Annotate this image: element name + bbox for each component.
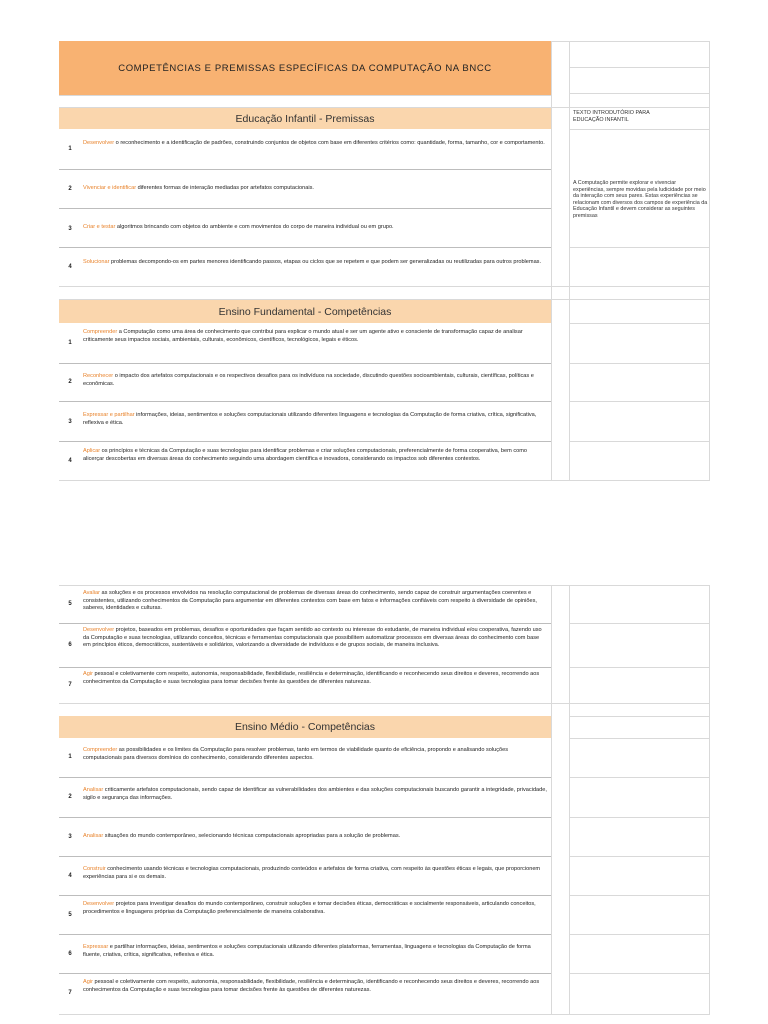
section-header-ensino-fundamental: Ensino Fundamental - Competências — [59, 300, 551, 323]
table-row — [59, 974, 551, 1015]
row-text — [83, 979, 548, 994]
row-number: 2 — [68, 379, 72, 385]
row-body: algoritmos brincando com objetos do ambiente e com movimentos do corpo de maneira individual ou em grupo. — [115, 224, 394, 230]
row-body: problemas decompondo-os em partes menores identificando passos, etapas ou ciclos que se repetem e que podem ser generalizadas ou reutilizadas para outros problemas. — [109, 259, 542, 265]
row-verb: Agir — [83, 979, 93, 985]
row-number: 3 — [68, 226, 72, 232]
row-text — [83, 185, 548, 193]
row-text — [83, 259, 548, 267]
row-text — [83, 329, 548, 344]
row-text — [83, 866, 548, 881]
table-row — [59, 442, 551, 481]
table-row — [59, 324, 551, 364]
row-number: 2 — [68, 186, 72, 192]
row-body: conhecimento usando técnicas e tecnologias computacionais, produzindo conteúdos e artefatos de forma criativa, com respeito às questões éticas e legais, que proporcionem experiências para si e os demais. — [83, 866, 541, 880]
row-text — [83, 224, 548, 232]
row-number: 3 — [68, 834, 72, 840]
row-verb: Avaliar — [83, 590, 100, 596]
row-body: as possibilidades e os limites da Computação para resolver problemas, tanto em termos de viabilidade quanto de eficiência, propondo e analisando soluções computacionais para diversos domínios do conhecimento, considerando diferentes aspectos. — [83, 747, 509, 761]
row-number: 2 — [68, 794, 72, 800]
sheet-page-2 — [59, 585, 710, 1015]
row-number: 1 — [68, 146, 72, 152]
table-row — [59, 857, 551, 896]
document-title: COMPETÊNCIAS E PREMISSAS ESPECÍFICAS DA COMPUTAÇÃO NA BNCC — [59, 41, 551, 95]
row-body: o impacto dos artefatos computacionais e os respectivos desafios para os indivíduos na sociedade, discutindo questões socioambientais, culturais, científicas, políticas e econômicas. — [83, 373, 534, 387]
row-verb: Aplicar — [83, 448, 101, 454]
section-header-ensino-medio: Ensino Médio - Competências — [59, 716, 551, 738]
row-verb: Compreender — [83, 747, 118, 753]
row-body: informações, ideias, sentimentos e soluções computacionais utilizando diferentes linguagens e tecnologias da Computação de forma criativa, crítica, significativa, reflexiva e ética. — [83, 412, 537, 426]
row-body: a Computação como uma área de conhecimento que contribui para explicar o mundo atual e ser um agente ativo e consciente de transformação capaz de analisar criticamente seus impactos sociais, ambientais, culturais, econômicos, científicos, tecnológicos, legais e éticos. — [83, 329, 523, 343]
row-number: 3 — [68, 419, 72, 425]
table-row — [59, 170, 551, 209]
row-number: 6 — [68, 951, 72, 957]
row-verb: Reconhecer — [83, 373, 114, 379]
row-text — [83, 412, 548, 427]
row-text — [83, 901, 548, 916]
row-body: diferentes formas de interação mediadas por artefatos computacionais. — [136, 185, 314, 191]
table-row — [59, 586, 551, 624]
row-verb: Desenvolver — [83, 901, 115, 907]
row-number: 1 — [68, 754, 72, 760]
row-text — [83, 747, 548, 762]
row-body: situações do mundo contemporâneo, selecionando técnicas computacionais apropriadas para a solução de problemas. — [103, 833, 401, 839]
row-verb: Expressar e partilhar — [83, 412, 135, 418]
row-body: as soluções e os processos envolvidos na resolução computacional de problemas de diversas áreas do conhecimento, sendo capaz de construir argumentações coerentes e consistentes, utilizando conhecimentos da Computação para argumentar em diferentes contextos com base em fatos e informações confiáveis com respeito à diversidade de opiniões, saberes, identidades e culturas. — [83, 590, 537, 612]
row-body: criticamente artefatos computacionais, sendo capaz de identificar as vulnerabilidades dos ambientes e das soluções computacionais buscando garantir a integridade, privacidade, sigilo e segurança das informações. — [83, 787, 547, 801]
row-number: 6 — [68, 642, 72, 648]
row-text — [83, 140, 548, 148]
row-body: os princípios e técnicas da Computação e suas tecnologias para identificar problemas e criar soluções computacionais, preferencialmente de forma cooperativa, bem como alicerçar descobertas em diversas áreas do conhecimento seguindo uma abordagem científica e inovadora, considerando os impactos sob diferentes contextos. — [83, 448, 528, 462]
table-row — [59, 209, 551, 248]
row-number: 5 — [68, 601, 72, 607]
row-verb: Solucionar — [83, 259, 110, 265]
row-text — [83, 627, 548, 650]
table-row — [59, 935, 551, 974]
row-body: projetos para investigar desafios do mundo contemporâneo, construir soluções e tomar decisões éticas, democráticas e socialmente responsáveis, articulando conceitos, procedimentos e linguagens próprias da Computação preferencialmente de maneira colaborativa. — [83, 901, 536, 915]
row-number: 4 — [68, 458, 72, 464]
section-header-educacao-infantil: Educação Infantil - Premissas — [59, 108, 551, 129]
row-text — [83, 944, 548, 959]
row-body: pessoal e coletivamente com respeito, autonomia, responsabilidade, flexibilidade, resiliência e determinação, identificando e reconhecendo seus direitos e deveres, recorrendo aos conhecimentos da Computação e suas tecnologias para tomar decisões frente às questões de diferentes naturezas. — [83, 671, 540, 685]
row-verb: Criar e testar — [83, 224, 116, 230]
row-verb: Compreender — [83, 329, 118, 335]
row-text — [83, 373, 548, 388]
table-row — [59, 668, 551, 704]
row-body: o reconhecimento e a identificação de padrões, construindo conjuntos de objetos com base em diferentes critérios como: quantidade, forma, tamanho, cor e comportamento. — [114, 140, 545, 146]
row-number: 5 — [68, 912, 72, 918]
row-text — [83, 833, 548, 841]
row-verb: Analisar — [83, 833, 104, 839]
row-verb: Construir — [83, 866, 106, 872]
table-row — [59, 778, 551, 818]
row-verb: Expressar — [83, 944, 109, 950]
row-number: 4 — [68, 264, 72, 270]
row-number: 1 — [68, 340, 72, 346]
side-intro-text: A Computação permite explorar e vivenciar experiências, sempre movidas pela ludicidade por meio da interação com seus pares. Estas experiências se relacionam com diversos dos campos de experiência da Educação Infantil e devem considerar as seguintes premissas — [573, 180, 708, 219]
row-number: 4 — [68, 873, 72, 879]
table-row — [59, 818, 551, 857]
row-text — [83, 671, 548, 686]
table-row — [59, 402, 551, 442]
row-body: projetos, baseados em problemas, desafios e oportunidades que façam sentido ao contexto ou interesse do estudante, de maneira individual e/ou cooperativa, fazendo uso da Computação e suas tecnologias, utilizando conceitos, técnicas e ferramentas computacionais que possibilitem automatizar processos em diversas áreas do conhecimento com base em princípios éticos, democráticos, sustentáveis e solidários, valorizando a diversidade de indivíduos e de grupos sociais, de maneira inclusiva. — [83, 627, 542, 649]
table-row — [59, 364, 551, 402]
row-text — [83, 787, 548, 802]
table-row — [59, 130, 551, 170]
row-verb: Agir — [83, 671, 93, 677]
table-row — [59, 896, 551, 935]
sheet-page-1 — [59, 41, 710, 481]
table-row — [59, 624, 551, 668]
row-verb: Vivenciar e identificar — [83, 185, 137, 191]
table-row — [59, 739, 551, 778]
row-verb: Desenvolver — [83, 627, 115, 633]
row-verb: Desenvolver — [83, 140, 115, 146]
row-text — [83, 448, 548, 463]
row-body: e partilhar informações, ideias, sentimentos e soluções computacionais utilizando diferentes plataformas, ferramentas, linguagens e tecnologias da Computação de forma fluente, criativa, crítica, significativa, reflexiva e ética. — [83, 944, 531, 958]
row-number: 7 — [68, 682, 72, 688]
row-text — [83, 590, 548, 613]
row-verb: Analisar — [83, 787, 104, 793]
side-heading: TEXTO INTRODUTÓRIO PARA EDUCAÇÃO INFANTIL — [573, 110, 650, 123]
row-number: 7 — [68, 990, 72, 996]
table-row — [59, 248, 551, 287]
row-body: pessoal e coletivamente com respeito, autonomia, responsabilidade, flexibilidade, resiliência e determinação, identificando e reconhecendo seus direitos e deveres, recorrendo aos conhecimentos da Computação e suas tecnologias para tomar decisões frente às questões de diferentes naturezas. — [83, 979, 540, 993]
